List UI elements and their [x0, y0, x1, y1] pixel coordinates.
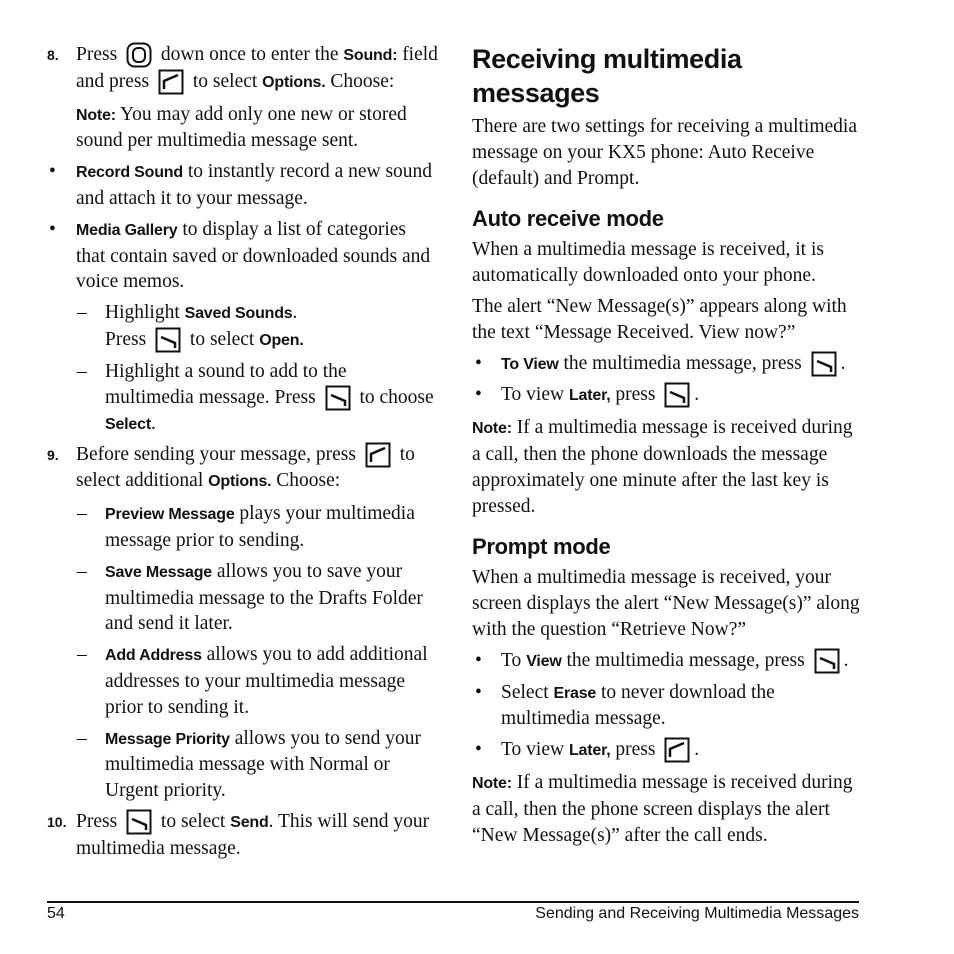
- bullet-view-later: • To view Later, press .: [472, 737, 864, 764]
- right-softkey-icon: [325, 385, 351, 411]
- left-softkey-icon: [664, 737, 690, 763]
- right-softkey-icon: [126, 809, 152, 835]
- note: Note: You may add only one new or stored sound per multimedia message sent.: [76, 103, 407, 152]
- section-heading-prompt: Prompt mode: [472, 534, 611, 560]
- bullet-to-view: • To View the multimedia message, press .: [472, 648, 864, 675]
- right-softkey-icon: [811, 351, 837, 377]
- step-8: 8. Press down once to enter the Sound: field and press to select Options. Choose:: [47, 42, 439, 96]
- bullet-media-gallery: • Media Gallery to display a list of categories that contain saved or downloaded sounds and voice memos.: [49, 218, 431, 293]
- step-9: 9. Before sending your message, press to select additional Options. Choose:: [47, 444, 415, 492]
- bullet-view-later: • To view Later, press .: [472, 382, 864, 409]
- note: Note: If a multimedia message is received during a call, then the phone downloads the message approximately one minute after the last key is pressed.: [472, 417, 853, 517]
- left-softkey-icon: [158, 69, 184, 95]
- step-number: 10.: [47, 813, 67, 830]
- left-column: [47, 42, 439, 868]
- dash-highlight-sound: – Highlight a sound to add to the multimedia message. Press to choose Select.: [77, 360, 434, 434]
- paragraph: When a multimedia message is received, your screen displays the alert “New Message(s)” along with the question “Retrieve Now?”: [472, 567, 860, 640]
- left-softkey-icon: [365, 442, 391, 468]
- right-softkey-icon: [155, 327, 181, 353]
- paragraph: The alert “New Message(s)” appears along with the text “Message Received. View now?”: [472, 295, 847, 343]
- dash-message-priority: – Message Priority allows you to send your multimedia message with Normal or Urgent priority.: [77, 727, 422, 802]
- dash-preview-message: – Preview Message plays your multimedia message prior to sending.: [77, 503, 415, 551]
- bullet-erase: • Select Erase to never download the multimedia message.: [475, 681, 775, 730]
- dash-save-message: – Save Message allows you to save your multimedia message to the Drafts Folder and send it later.: [77, 560, 423, 635]
- intro-paragraph: There are two settings for receiving a multimedia message on your KX5 phone: Auto Receive (default) and Prompt.: [472, 116, 857, 189]
- dash-add-address: – Add Address allows you to add additional addresses to your multimedia message prior to sending it.: [77, 644, 428, 718]
- bullet-record-sound: • Record Sound to instantly record a new sound and attach it to your message.: [49, 161, 433, 209]
- page-number: 54: [47, 905, 65, 922]
- footer-rule: [47, 901, 859, 903]
- bullet-to-view: • To View the multimedia message, press .: [472, 351, 864, 378]
- step-10: 10. Press to select Send. This will send your multimedia message.: [47, 810, 430, 859]
- footer-section-title: Sending and Receiving Multimedia Messages: [535, 905, 859, 922]
- step-number: 9.: [47, 447, 59, 464]
- step-number: 8.: [47, 47, 59, 63]
- navigation-key-icon: [126, 42, 152, 68]
- right-softkey-icon: [664, 382, 690, 408]
- note: Note: If a multimedia message is received during a call, then the phone screen displays the alert “New Message(s)” after the call ends.: [472, 771, 853, 846]
- section-heading-auto-receive: Auto receive mode: [472, 206, 664, 232]
- paragraph: When a multimedia message is received, it is automatically downloaded onto your phone.: [472, 239, 824, 287]
- right-column: [472, 42, 864, 853]
- dash-saved-sounds: – Highlight Saved Sounds. Press to select Open.: [47, 300, 439, 354]
- page-title: Receiving multimedia messages: [472, 44, 742, 108]
- right-softkey-icon: [814, 648, 840, 674]
